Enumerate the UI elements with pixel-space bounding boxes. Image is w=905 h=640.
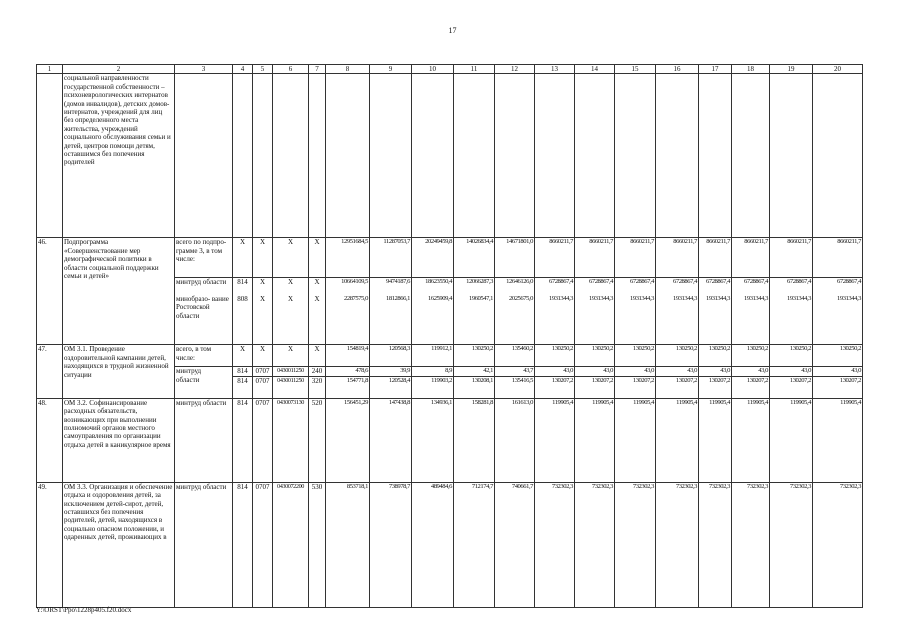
value-cell: 43,0 <box>615 367 656 376</box>
value-cell: 732302,3 <box>656 482 699 607</box>
header-cell: 4 <box>233 65 253 74</box>
value-cell: 130208,1 <box>454 376 495 398</box>
value-cell: 43,0 <box>656 367 699 376</box>
header-cell: 13 <box>535 65 575 74</box>
value-cell: 853718,1 <box>326 482 370 607</box>
table-row <box>37 345 863 367</box>
value-cell: 119903,2 <box>412 376 454 398</box>
value-cell: 43,0 <box>699 367 732 376</box>
value-cell: 119905,4 <box>770 398 813 482</box>
value-cell: 712174,7 <box>454 482 495 607</box>
executor-cell: минтруд <box>175 367 233 376</box>
value-cell: 9474187,6 <box>370 278 412 295</box>
code-cell: 520 <box>309 398 326 482</box>
value-cell: 1931344,3 <box>770 295 813 345</box>
value-cell: 130207,2 <box>770 376 813 398</box>
value-cell: 130207,2 <box>813 376 863 398</box>
value-cell: 738978,7 <box>370 482 412 607</box>
value-cell: 8660211,7 <box>770 238 813 278</box>
page-number: 17 <box>448 26 457 35</box>
value-cell: 8660211,7 <box>656 238 699 278</box>
header-cell: 7 <box>309 65 326 74</box>
value-cell: 8660211,7 <box>535 238 575 278</box>
executor-cell: минтруд области <box>175 482 233 607</box>
value-cell: 1812866,1 <box>370 295 412 345</box>
value-cell: 18623550,4 <box>412 278 454 295</box>
value-cell: 130207,2 <box>575 376 615 398</box>
value-cell: 130250,2 <box>732 345 770 367</box>
header-cell: 12 <box>495 65 535 74</box>
value-cell: 1931344,3 <box>699 295 732 345</box>
code-cell: 0430072200 <box>273 482 309 607</box>
code-cell: 0430073130 <box>273 398 309 482</box>
value-cell: 130250,2 <box>575 345 615 367</box>
value-cell: 6728867,4 <box>535 278 575 295</box>
code-cell: Х <box>273 345 309 367</box>
code-cell: 814 <box>233 398 253 482</box>
header-cell: 10 <box>412 65 454 74</box>
file-path-footer: Y:\ORST\Ppo\1228p405.f20.docx <box>36 606 132 614</box>
value-cell: 130207,2 <box>535 376 575 398</box>
value-cell: 12646126,0 <box>495 278 535 295</box>
code-cell: 808 <box>233 295 253 345</box>
row-number: 49. <box>37 482 63 607</box>
header-cell: 18 <box>732 65 770 74</box>
table-row-continuation <box>37 74 863 238</box>
table-row <box>37 238 863 278</box>
code-cell: Х <box>253 295 273 345</box>
executor-cell: всего, в том числе: <box>175 345 233 367</box>
value-cell: 119905,4 <box>732 398 770 482</box>
header-cell: 8 <box>326 65 370 74</box>
code-cell: 0707 <box>253 367 273 376</box>
value-cell: 156451,29 <box>326 398 370 482</box>
header-cell: 14 <box>575 65 615 74</box>
header-cell: 5 <box>253 65 273 74</box>
value-cell: 1931344,3 <box>575 295 615 345</box>
code-cell: 814 <box>233 376 253 398</box>
value-cell: 43,0 <box>535 367 575 376</box>
value-cell: 8660211,7 <box>699 238 732 278</box>
executor-cell: всего по подпро- грамме 3, в том числе: <box>175 238 233 278</box>
row-name: ОМ 3.2. Софинансирование расходных обязательств, возникающих при выполнении полномочий органов местного самоуправления по организации отдыха детей в каникулярное время <box>63 398 175 482</box>
value-cell: 119905,4 <box>699 398 732 482</box>
value-cell: 135460,2 <box>495 345 535 367</box>
value-cell: 130207,2 <box>656 376 699 398</box>
header-cell: 16 <box>656 65 699 74</box>
value-cell: 732302,3 <box>575 482 615 607</box>
value-cell: 130250,2 <box>699 345 732 367</box>
value-cell: 158281,8 <box>454 398 495 482</box>
code-cell: 320 <box>309 376 326 398</box>
value-cell: 2025675,0 <box>495 295 535 345</box>
code-cell: Х <box>273 295 309 345</box>
value-cell: 1931344,3 <box>813 295 863 345</box>
row-number: 47. <box>37 345 63 398</box>
value-cell: 8660211,7 <box>732 238 770 278</box>
header-cell: 6 <box>273 65 309 74</box>
code-cell: 814 <box>233 367 253 376</box>
value-cell: 43,0 <box>575 367 615 376</box>
value-cell: 119905,4 <box>575 398 615 482</box>
header-cell: 1 <box>37 65 63 74</box>
value-cell: 43,0 <box>770 367 813 376</box>
header-cell: 19 <box>770 65 813 74</box>
value-cell: 732302,3 <box>535 482 575 607</box>
header-cell: 15 <box>615 65 656 74</box>
value-cell: 43,7 <box>495 367 535 376</box>
value-cell: 732302,3 <box>732 482 770 607</box>
executor-cell: минобразо- вание Ростовской области <box>175 295 233 345</box>
value-cell: 135416,5 <box>495 376 535 398</box>
value-cell: 119905,4 <box>535 398 575 482</box>
value-cell: 130207,2 <box>732 376 770 398</box>
value-cell: 10664109,5 <box>326 278 370 295</box>
value-cell: 1931344,3 <box>732 295 770 345</box>
value-cell: 8660211,7 <box>575 238 615 278</box>
value-cell: 43,0 <box>813 367 863 376</box>
value-cell: 130250,2 <box>770 345 813 367</box>
code-cell: 0707 <box>253 482 273 607</box>
header-cell: 20 <box>813 65 863 74</box>
code-cell: Х <box>253 278 273 295</box>
value-cell: 6728867,4 <box>575 278 615 295</box>
row-name: ОМ 3.1. Проведение оздоровительной кампании детей, находящихся в трудной жизненной ситуации <box>63 345 175 398</box>
code-cell: 814 <box>233 278 253 295</box>
header-row <box>37 65 863 74</box>
value-cell: 120528,4 <box>370 376 412 398</box>
code-cell: 0430011250 <box>273 367 309 376</box>
value-cell: 11287053,7 <box>370 238 412 278</box>
value-cell: 12951684,5 <box>326 238 370 278</box>
table-row <box>37 482 863 607</box>
value-cell: 1625909,4 <box>412 295 454 345</box>
header-cell: 11 <box>454 65 495 74</box>
header-cell: 3 <box>175 65 233 74</box>
code-cell: Х <box>273 238 309 278</box>
row-name: Подпрограмма «Совершенствование мер демографической политики в области социальной поддержки семьи и детей» <box>63 238 175 345</box>
value-cell: 732302,3 <box>615 482 656 607</box>
budget-table <box>36 64 863 608</box>
value-cell: 130250,2 <box>813 345 863 367</box>
value-cell: 20249459,8 <box>412 238 454 278</box>
table-row <box>37 398 863 482</box>
executor-cell: минтруд области <box>175 278 233 295</box>
value-cell: 43,0 <box>732 367 770 376</box>
value-cell: 130250,2 <box>454 345 495 367</box>
value-cell: 14026834,4 <box>454 238 495 278</box>
value-cell: 6728867,4 <box>656 278 699 295</box>
value-cell: 489484,6 <box>412 482 454 607</box>
value-cell: 8660211,7 <box>615 238 656 278</box>
value-cell: 2287575,0 <box>326 295 370 345</box>
code-cell: Х <box>309 295 326 345</box>
value-cell: 120568,3 <box>370 345 412 367</box>
code-cell: Х <box>233 345 253 367</box>
value-cell: 8,9 <box>412 367 454 376</box>
value-cell: 134936,1 <box>412 398 454 482</box>
value-cell: 161613,0 <box>495 398 535 482</box>
value-cell: 154771,8 <box>326 376 370 398</box>
value-cell: 130250,2 <box>656 345 699 367</box>
value-cell: 732302,3 <box>699 482 732 607</box>
value-cell: 6728867,4 <box>813 278 863 295</box>
value-cell: 1931344,3 <box>615 295 656 345</box>
code-cell: 240 <box>309 367 326 376</box>
value-cell: 130250,2 <box>615 345 656 367</box>
header-cell: 17 <box>699 65 732 74</box>
value-cell: 130207,2 <box>699 376 732 398</box>
row-name: ОМ 3.3. Организация и обеспечение отдыха и оздоровления детей, за исключением детей-сирот, детей, оставшихся без попечения родителей, детей, находящихся в социально опасном положении, и одаренных детей, проживающих в <box>63 482 175 607</box>
code-cell: Х <box>309 278 326 295</box>
value-cell: 6728867,4 <box>699 278 732 295</box>
executor-cell: области <box>175 376 233 398</box>
value-cell: 119905,4 <box>615 398 656 482</box>
row-number: 48. <box>37 398 63 482</box>
code-cell: Х <box>253 238 273 278</box>
code-cell: 0430011250 <box>273 376 309 398</box>
value-cell: 130207,2 <box>615 376 656 398</box>
code-cell: 530 <box>309 482 326 607</box>
value-cell: 119905,4 <box>813 398 863 482</box>
code-cell: Х <box>233 238 253 278</box>
code-cell: 814 <box>233 482 253 607</box>
value-cell: 478,6 <box>326 367 370 376</box>
value-cell: 12066287,3 <box>454 278 495 295</box>
header-cell: 9 <box>370 65 412 74</box>
value-cell: 8660211,7 <box>813 238 863 278</box>
value-cell: 154819,4 <box>326 345 370 367</box>
value-cell: 6728867,4 <box>770 278 813 295</box>
continuation-text: социальной направленности государственной собственности – психоневрологических интернатов (домов инвалидов), детских домов-интернатов, учреждений для лиц без определенного места жительства, учреждений социального обслуживания семьи и детей, центров помощи детям, оставшимся без попечения родителей <box>63 74 175 238</box>
code-cell: 0707 <box>253 376 273 398</box>
value-cell: 42,1 <box>454 367 495 376</box>
value-cell: 119912,1 <box>412 345 454 367</box>
value-cell: 1931344,3 <box>656 295 699 345</box>
value-cell: 119905,4 <box>656 398 699 482</box>
value-cell: 740661,7 <box>495 482 535 607</box>
value-cell: 732302,3 <box>813 482 863 607</box>
value-cell: 39,9 <box>370 367 412 376</box>
value-cell: 14671801,0 <box>495 238 535 278</box>
value-cell: 1931344,3 <box>535 295 575 345</box>
value-cell: 1960547,1 <box>454 295 495 345</box>
value-cell: 732302,3 <box>770 482 813 607</box>
value-cell: 6728867,4 <box>732 278 770 295</box>
code-cell: 0707 <box>253 398 273 482</box>
code-cell: Х <box>309 238 326 278</box>
value-cell: 147438,8 <box>370 398 412 482</box>
code-cell: Х <box>309 345 326 367</box>
executor-cell: минтруд области <box>175 398 233 482</box>
row-number: 46. <box>37 238 63 345</box>
code-cell: Х <box>273 278 309 295</box>
code-cell: Х <box>253 345 273 367</box>
header-cell: 2 <box>63 65 175 74</box>
value-cell: 6728867,4 <box>615 278 656 295</box>
value-cell: 130250,2 <box>535 345 575 367</box>
